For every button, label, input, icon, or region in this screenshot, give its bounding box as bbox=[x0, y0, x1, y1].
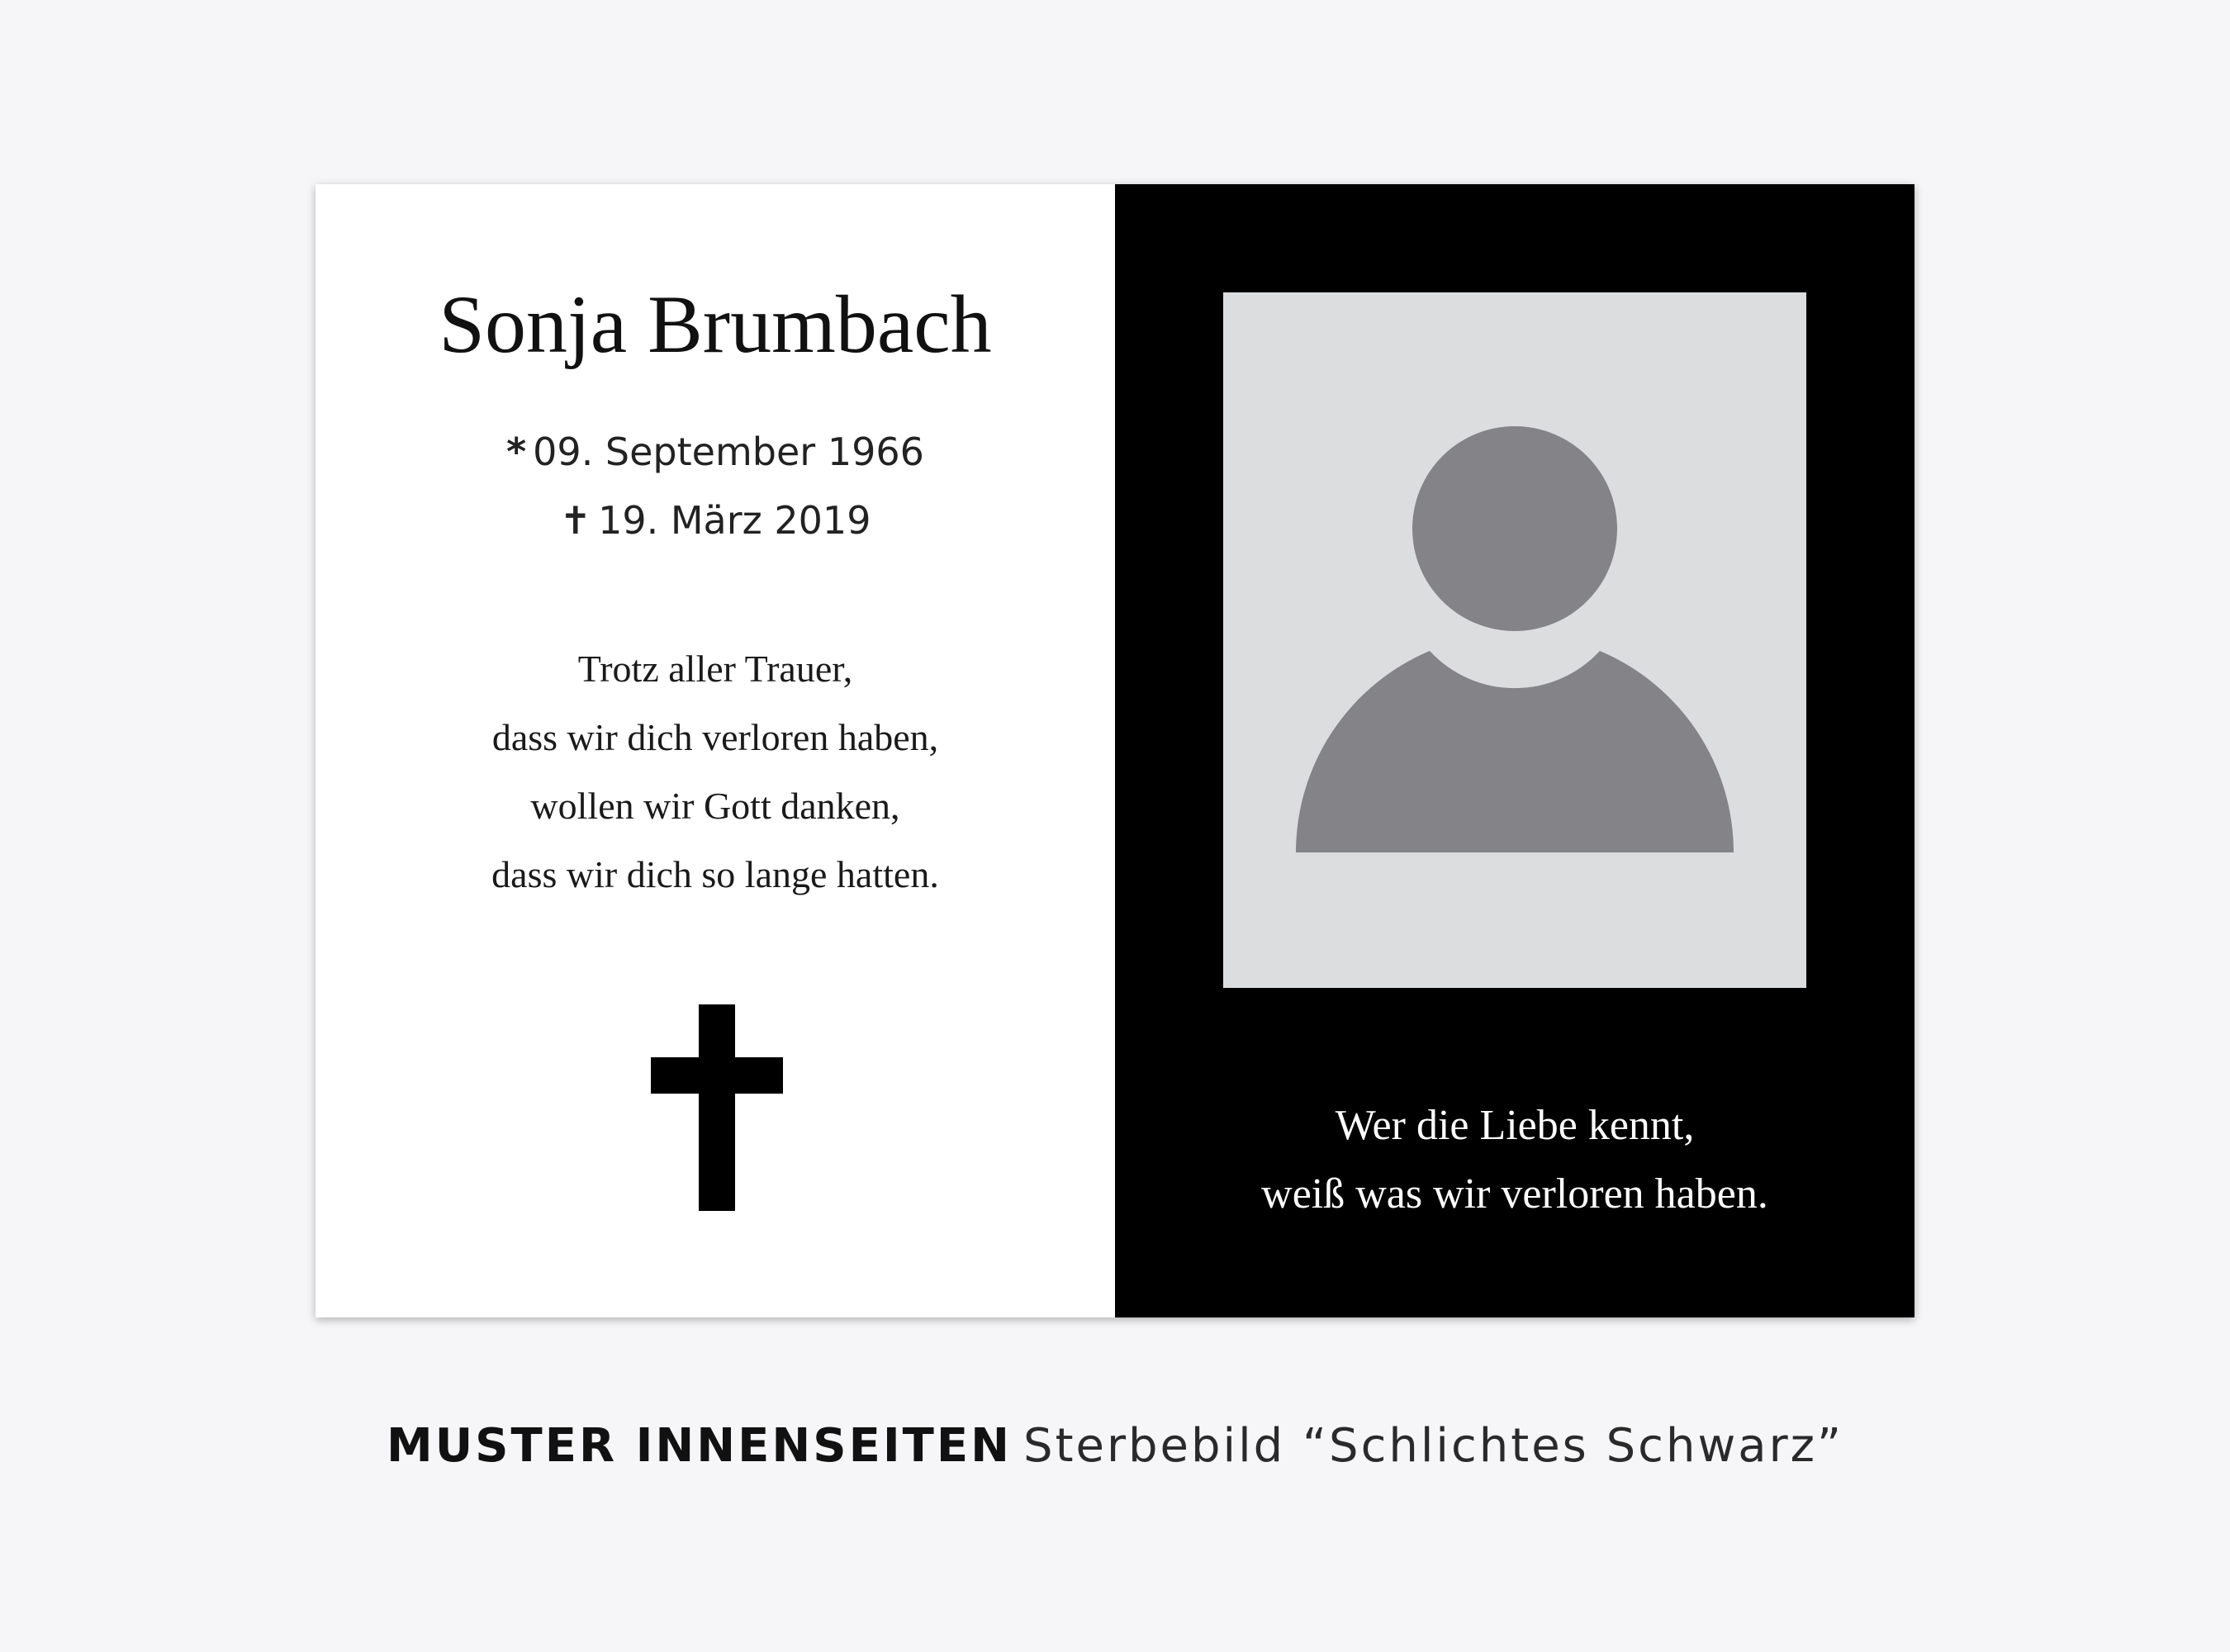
right-poem bbox=[1115, 1091, 1914, 1228]
left-poem-line: dass wir dich so lange hatten. bbox=[491, 853, 939, 895]
death-cross-icon: ✝ bbox=[559, 498, 592, 543]
left-page bbox=[316, 184, 1115, 1317]
photo-placeholder bbox=[1223, 292, 1806, 988]
latin-cross-icon bbox=[651, 1004, 783, 1211]
death-date-line bbox=[316, 487, 1115, 555]
life-dates bbox=[316, 418, 1115, 555]
birth-date: 09. September 1966 bbox=[533, 430, 924, 474]
left-poem bbox=[316, 634, 1115, 909]
left-poem-line: Trotz aller Trauer, bbox=[577, 648, 853, 690]
left-poem-line: wollen wir Gott danken, bbox=[530, 785, 900, 827]
birth-date-line bbox=[316, 418, 1115, 487]
caption bbox=[0, 1419, 2230, 1473]
birth-star-icon: * bbox=[506, 430, 527, 474]
right-poem-line: Wer die Liebe kennt, bbox=[1335, 1102, 1695, 1149]
funeral-card bbox=[316, 184, 1914, 1317]
caption-title: MUSTER INNENSEITEN bbox=[386, 1419, 1013, 1473]
deceased-name: Sonja Brumbach bbox=[439, 278, 992, 370]
person-placeholder-icon bbox=[1223, 292, 1806, 988]
death-date: 19. März 2019 bbox=[598, 498, 871, 543]
right-poem-line: weiß was wir verloren haben. bbox=[1261, 1170, 1768, 1218]
right-page bbox=[1115, 184, 1914, 1317]
left-poem-line: dass wir dich verloren haben, bbox=[491, 716, 939, 758]
caption-subtitle: Sterbebild “Schlichtes Schwarz” bbox=[1023, 1419, 1844, 1473]
